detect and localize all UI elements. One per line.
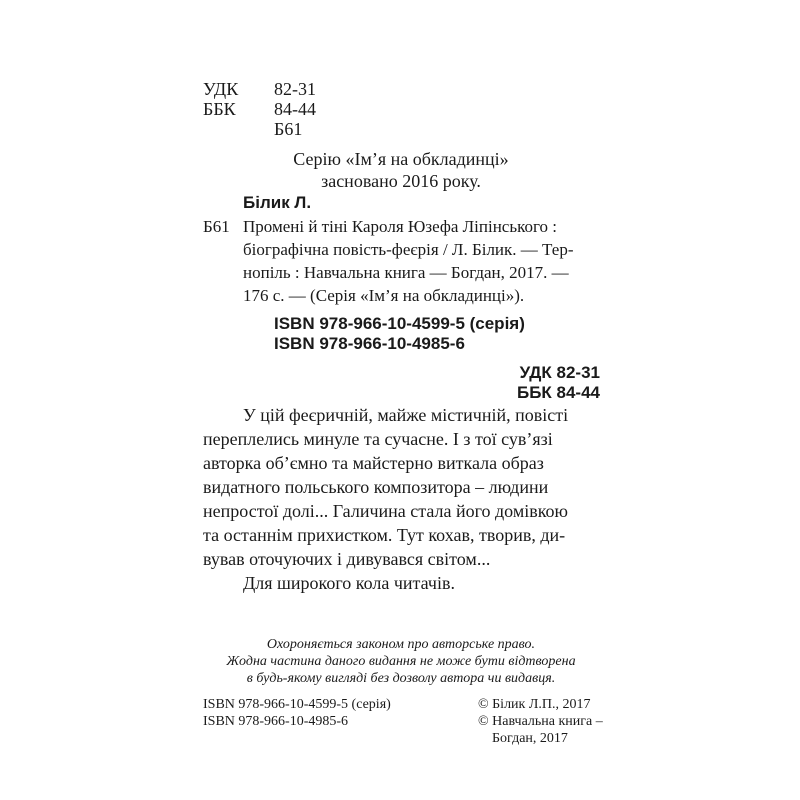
bib-author: Білик Л.	[243, 193, 312, 212]
bib-line-2: біографічна повість-феєрія / Л. Білик. — Тер-	[243, 240, 574, 259]
annotation-line-2: переплелись минуле та сучасне. І з тої сув’язі	[203, 429, 553, 449]
udk-value: 82-31	[274, 79, 316, 99]
isbn-series: ISBN 978-966-10-4599-5 (серія)	[274, 314, 525, 333]
audience-note: Для широкого кола читачів.	[243, 573, 455, 593]
copyright-line-3: в будь-якому вигляді без дозволу автора чи видавця.	[246, 671, 556, 686]
bbk-label: ББК	[203, 99, 236, 119]
series-note-line1: Серію «Ім’я на обкладинці»	[293, 149, 509, 169]
footer-copyright-publisher-1: © Навчальна книга –	[478, 714, 603, 729]
bbk-right: ББК 84-44	[516, 383, 600, 402]
annotation-line-7: вував оточуючих і дивувався світом...	[203, 549, 491, 569]
bib-line-3: нопіль : Навчальна книга — Богдан, 2017. —	[243, 263, 569, 282]
annotation-line-6: та останнім прихистком. Тут кохав, творив, ди-	[203, 525, 566, 545]
copyright-line-1: Охороняється законом про авторське право.	[266, 637, 536, 652]
annotation-line-3: авторка об’ємно та майстерно виткала образ	[203, 453, 544, 473]
footer-isbn-series: ISBN 978-966-10-4599-5 (серія)	[203, 697, 391, 712]
annotation-line-5: непростої долі... Галичина стала його домівкою	[203, 501, 569, 521]
author-mark: Б61	[274, 119, 303, 139]
bbk-value: 84-44	[274, 99, 316, 119]
annotation-line-1: У цій феєричній, майже містичній, повісті	[243, 405, 569, 425]
bib-line-4: 176 с. — (Серія «Ім’я на обкладинці»).	[243, 286, 525, 305]
bib-mark: Б61	[203, 217, 230, 236]
udk-label: УДК	[203, 79, 239, 99]
copyright-line-2: Жодна частина даного видання не може бути відтворена	[226, 654, 576, 669]
isbn-book: ISBN 978-966-10-4985-6	[274, 334, 465, 353]
footer-isbn-book: ISBN 978-966-10-4985-6	[203, 714, 349, 729]
footer-copyright-author: © Білик Л.П., 2017	[478, 697, 591, 712]
bib-line-1: Промені й тіні Кароля Юзефа Ліпінського :	[243, 217, 558, 236]
footer-copyright-publisher-2: Богдан, 2017	[492, 731, 568, 746]
series-note-line2: засновано 2016 року.	[321, 171, 481, 191]
annotation-line-4: видатного польського композитора – людини	[203, 477, 549, 497]
udk-right: УДК 82-31	[519, 363, 600, 382]
